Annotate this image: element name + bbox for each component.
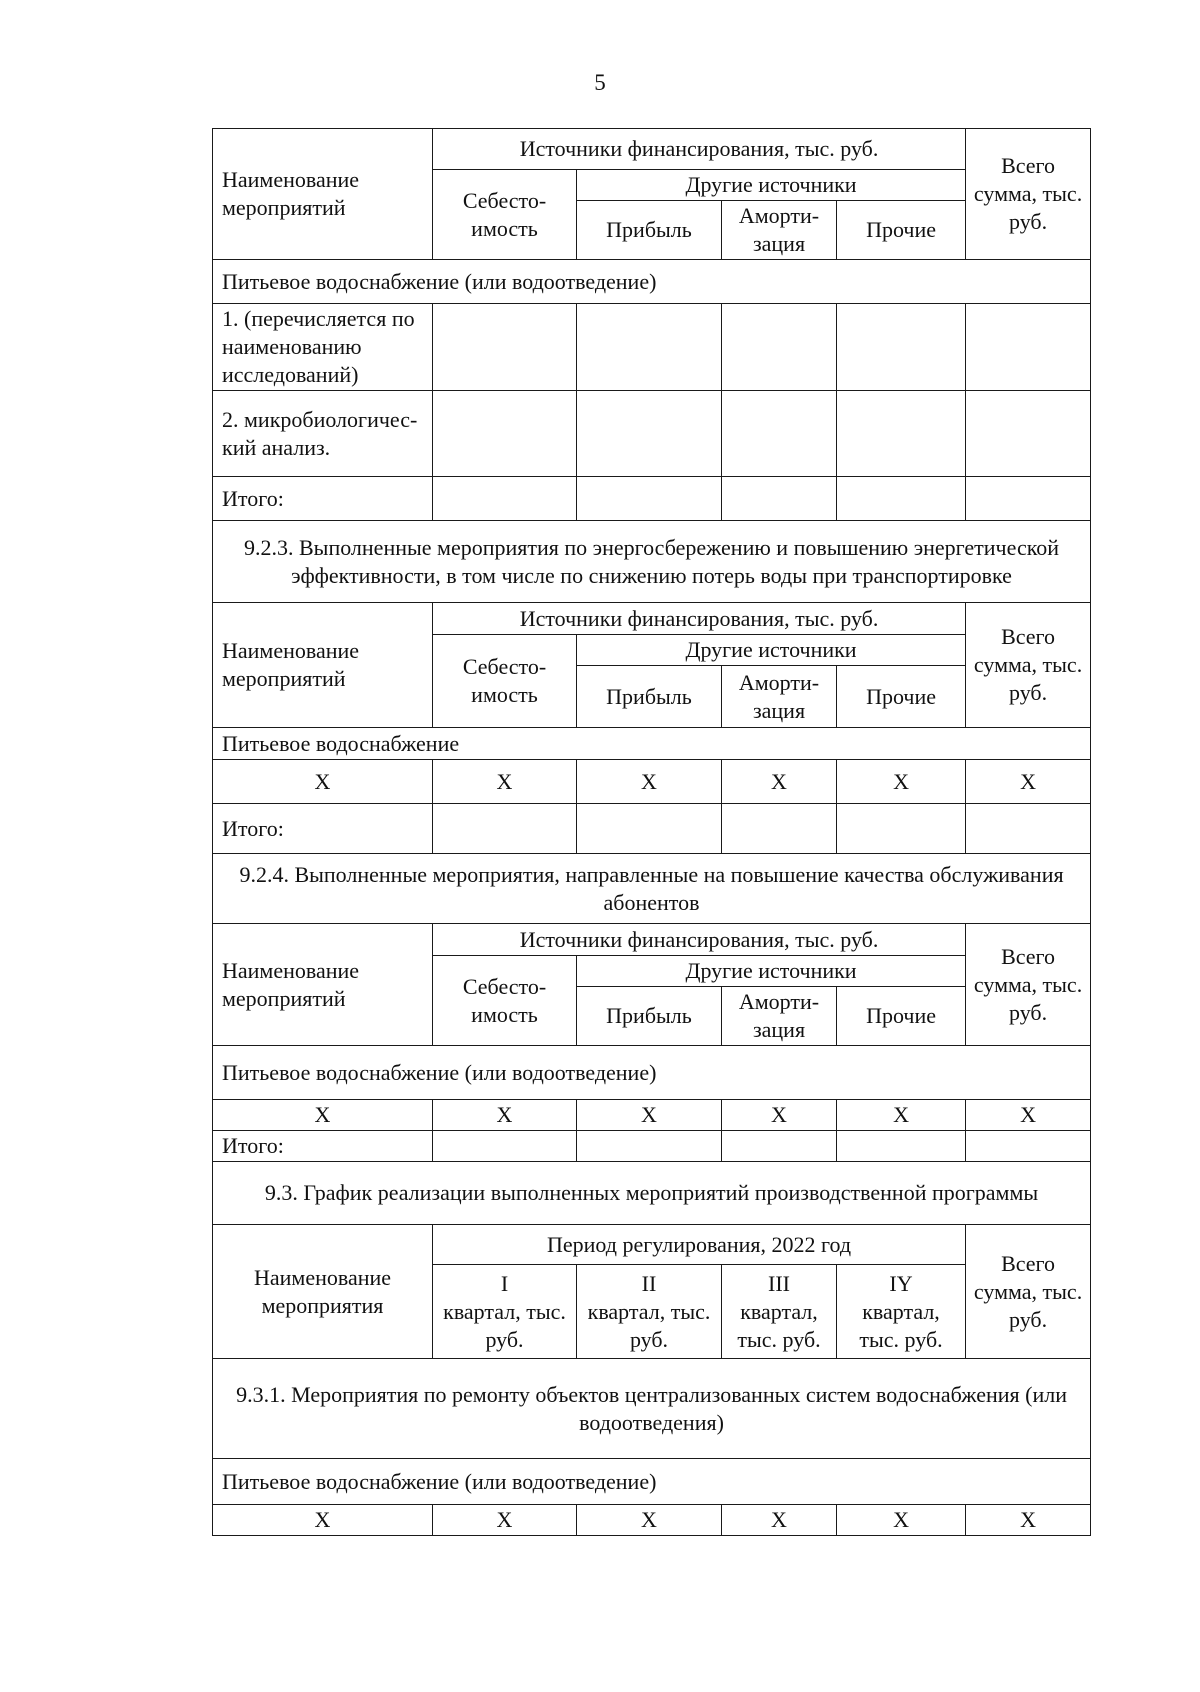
header-period: Период регулирования, 2022 год	[433, 1225, 966, 1265]
section-924-title: 9.2.4. Выполненные мероприятия, направленные на повышение качества обслуживания абонентов	[213, 854, 1091, 924]
x-cell: X	[722, 1100, 837, 1131]
section-923-total-label: Итого:	[213, 804, 433, 854]
x-cell: X	[433, 1505, 577, 1536]
header-funding-sources: Источники финансирования, тыс. руб.	[433, 603, 966, 635]
x-cell: X	[213, 1100, 433, 1131]
page-number: 5	[594, 70, 606, 95]
header-name-col: Наименование мероприятий	[213, 129, 433, 260]
x-cell: X	[837, 1505, 966, 1536]
header-other-sources: Другие источники	[577, 170, 966, 201]
section-923-subheader: Питьевое водоснабжение	[213, 728, 1091, 760]
quarter-2-header: II квартал, тыс. руб.	[577, 1265, 722, 1359]
header-name-col: Наименование мероприятий	[213, 603, 433, 728]
header-depreciation: Аморти-зация	[722, 201, 837, 260]
program-table	[212, 128, 1090, 1536]
x-cell: X	[577, 1505, 722, 1536]
header-cost-price: Себесто-имость	[433, 170, 577, 260]
x-cell: X	[837, 760, 966, 804]
header-other: Прочие	[837, 666, 966, 728]
x-cell: X	[966, 760, 1091, 804]
x-cell: X	[966, 1100, 1091, 1131]
x-cell: X	[966, 1505, 1091, 1536]
header-funding-sources: Источники финансирования, тыс. руб.	[433, 129, 966, 170]
table1-subheader: Питьевое водоснабжение (или водоотведение)	[213, 260, 1091, 304]
quarter-3-header: III квартал, тыс. руб.	[722, 1265, 837, 1359]
section-923-title: 9.2.3. Выполненные мероприятия по энергосбережению и повышению энергетической эффективности, в том числе по снижению потерь воды при транспортировке	[213, 521, 1091, 603]
section-924-total-label: Итого:	[213, 1131, 433, 1162]
header-profit: Прибыль	[577, 201, 722, 260]
header-cost-price: Себесто-имость	[433, 956, 577, 1046]
header-depreciation: Аморти-зация	[722, 666, 837, 728]
header-name-col: Наименование мероприятий	[213, 924, 433, 1046]
header-total: Всего сумма, тыс. руб.	[966, 924, 1091, 1046]
header-profit: Прибыль	[577, 666, 722, 728]
x-cell: X	[213, 1505, 433, 1536]
header-cost-price: Себесто-имость	[433, 635, 577, 728]
x-cell: X	[722, 760, 837, 804]
header-depreciation: Аморти-зация	[722, 987, 837, 1046]
header-total: Всего сумма, тыс. руб.	[966, 129, 1091, 260]
header-other-sources: Другие источники	[577, 956, 966, 987]
header-other: Прочие	[837, 987, 966, 1046]
quarter-4-header: IY квартал, тыс. руб.	[837, 1265, 966, 1359]
section-931-title: 9.3.1. Мероприятия по ремонту объектов централизованных систем водоснабжения (или водоотведения)	[213, 1359, 1091, 1459]
section-924-subheader: Питьевое водоснабжение (или водоотведение)	[213, 1046, 1091, 1100]
header-other: Прочие	[837, 201, 966, 260]
x-cell: X	[577, 760, 722, 804]
header-total: Всего сумма, тыс. руб.	[966, 603, 1091, 728]
header-name-col-singular: Наименование мероприятия	[213, 1225, 433, 1359]
quarter-1-header: I квартал, тыс. руб.	[433, 1265, 577, 1359]
header-total: Всего сумма, тыс. руб.	[966, 1225, 1091, 1359]
section-93-title: 9.3. График реализации выполненных мероприятий производственной программы	[213, 1162, 1091, 1225]
x-cell: X	[433, 760, 577, 804]
table1-total-label: Итого:	[213, 477, 433, 521]
section-931-subheader: Питьевое водоснабжение (или водоотведение)	[213, 1459, 1091, 1505]
header-profit: Прибыль	[577, 987, 722, 1046]
x-cell: X	[577, 1100, 722, 1131]
table1-row2-name: 2. микробиологичес-кий анализ.	[213, 391, 433, 477]
table1-row1-name: 1. (перечисляется по наименованию исследований)	[213, 304, 433, 391]
x-cell: X	[837, 1100, 966, 1131]
header-other-sources: Другие источники	[577, 635, 966, 666]
header-funding-sources: Источники финансирования, тыс. руб.	[433, 924, 966, 956]
x-cell: X	[722, 1505, 837, 1536]
x-cell: X	[433, 1100, 577, 1131]
x-cell: X	[213, 760, 433, 804]
